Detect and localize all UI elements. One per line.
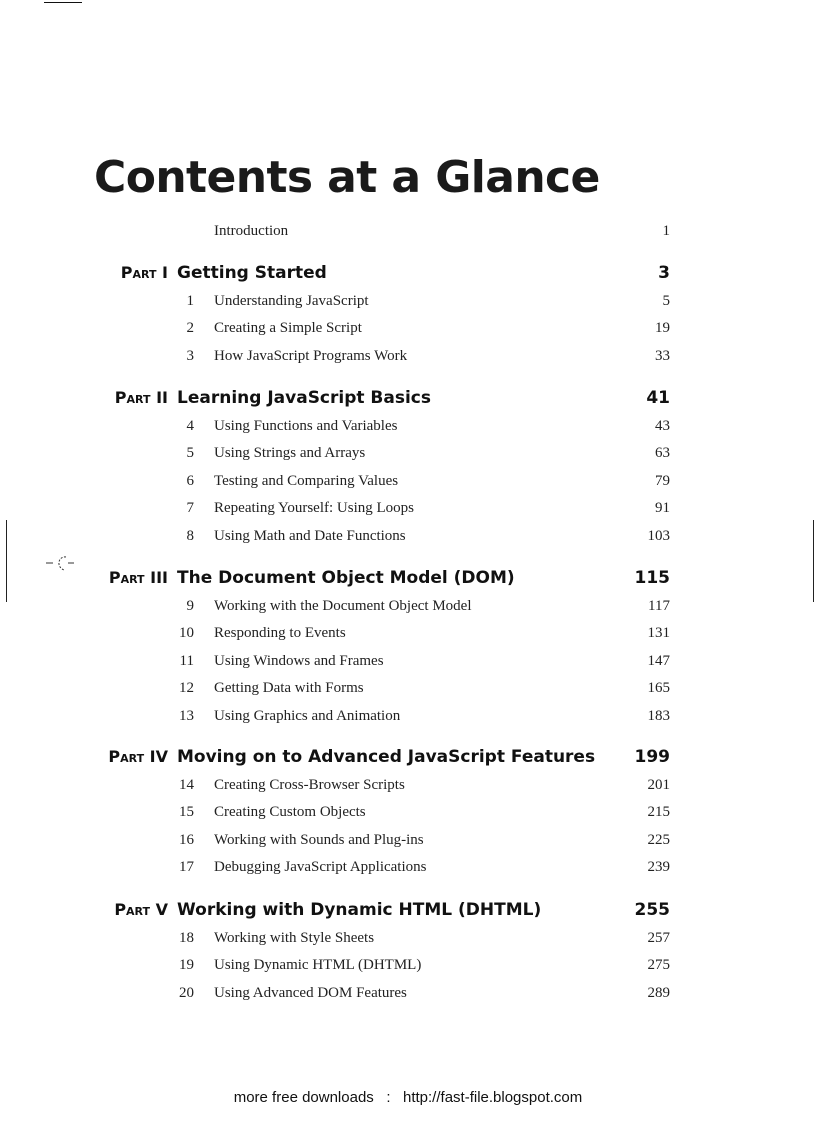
part-label: Part V [114, 900, 168, 919]
page-number: 131 [647, 625, 670, 641]
chapter-number: 5 [186, 445, 194, 461]
toc-entry-chapter[interactable] [0, 346, 816, 366]
page-title: Contents at a Glance [94, 152, 600, 203]
toc-entry-chapter[interactable] [0, 318, 816, 338]
chapter-title: Creating Cross-Browser Scripts [214, 777, 405, 793]
page-number: 91 [655, 500, 670, 516]
part-heading[interactable] [0, 566, 816, 590]
part-label: Part II [114, 388, 168, 407]
page-number: 115 [634, 568, 670, 588]
chapter-number: 15 [179, 804, 194, 820]
chapter-title: Repeating Yourself: Using Loops [214, 500, 414, 516]
chapter-number: 12 [179, 680, 194, 696]
part-heading[interactable] [0, 898, 816, 922]
chapter-number: 3 [186, 348, 194, 364]
chapter-number: 13 [179, 708, 194, 724]
page-number: 33 [655, 348, 670, 364]
chapter-title: Creating Custom Objects [214, 804, 366, 820]
page-number: 103 [647, 528, 670, 544]
chapter-number: 4 [186, 418, 194, 434]
chapter-title: Using Windows and Frames [214, 653, 384, 669]
page-number: 275 [647, 957, 670, 973]
chapter-title: Using Math and Date Functions [214, 528, 406, 544]
toc-entry-chapter[interactable] [0, 651, 816, 671]
chapter-number: 11 [179, 653, 194, 669]
toc-entry-chapter[interactable] [0, 802, 816, 822]
chapter-title: Getting Data with Forms [214, 680, 364, 696]
toc-entry-chapter[interactable] [0, 928, 816, 948]
part-heading[interactable] [0, 261, 816, 285]
footer [0, 1089, 816, 1106]
part-label: Part I [120, 263, 168, 282]
toc-entry-chapter[interactable] [0, 775, 816, 795]
page-number: 1 [662, 223, 670, 239]
chapter-number: 17 [179, 859, 194, 875]
page-number: 183 [647, 708, 670, 724]
chapter-title: Understanding JavaScript [214, 293, 369, 309]
toc-entry-chapter[interactable] [0, 471, 816, 491]
page-number: 239 [647, 859, 670, 875]
chapter-title: Introduction [214, 223, 289, 239]
page-number: 165 [647, 680, 670, 696]
chapter-number: 14 [179, 777, 194, 793]
toc-entry-chapter[interactable] [0, 623, 816, 643]
toc-entry-chapter[interactable] [0, 498, 816, 518]
page-number: 41 [646, 388, 670, 408]
chapter-title: Working with Style Sheets [214, 930, 375, 946]
toc-entry-chapter[interactable] [0, 955, 816, 975]
footer-url[interactable]: http://fast-file.blogspot.com [403, 1089, 583, 1106]
page-number: 255 [634, 900, 670, 920]
chapter-number: 2 [186, 320, 194, 336]
part-heading[interactable] [0, 745, 816, 769]
chapter-title: Working with Sounds and Plug-ins [214, 832, 424, 848]
chapter-number: 7 [186, 500, 194, 516]
chapter-title: Testing and Comparing Values [214, 473, 399, 489]
page-number: 5 [662, 293, 670, 309]
toc-entry-chapter[interactable] [0, 706, 816, 726]
page-number: 19 [655, 320, 670, 336]
part-title: Learning JavaScript Basics [177, 388, 432, 408]
page-number: 3 [658, 263, 670, 283]
chapter-title: Using Functions and Variables [214, 418, 398, 434]
chapter-title: Using Graphics and Animation [214, 708, 401, 724]
part-title: Working with Dynamic HTML (DHTML) [177, 900, 542, 920]
chapter-title: Using Advanced DOM Features [214, 985, 407, 1001]
chapter-number: 18 [179, 930, 194, 946]
part-heading[interactable] [0, 386, 816, 410]
footer-text: more free downloads [233, 1089, 374, 1106]
chapter-number: 19 [179, 957, 194, 973]
part-title: Getting Started [177, 263, 327, 283]
page-number: 63 [655, 445, 670, 461]
page-number: 215 [647, 804, 670, 820]
chapter-number: 9 [186, 598, 194, 614]
chapter-title: Using Dynamic HTML (DHTML) [214, 957, 422, 973]
chapter-number: 10 [179, 625, 194, 641]
chapter-number: 8 [186, 528, 194, 544]
chapter-title: Creating a Simple Script [214, 320, 362, 336]
chapter-title: How JavaScript Programs Work [214, 348, 408, 364]
page-number: 257 [647, 930, 670, 946]
toc-entry-chapter[interactable] [0, 983, 816, 1003]
page-number: 117 [648, 598, 670, 614]
page-number: 43 [655, 418, 670, 434]
toc-entry-chapter[interactable] [0, 526, 816, 546]
chapter-number: 20 [179, 985, 194, 1001]
toc-entry-introduction[interactable] [0, 221, 816, 241]
toc-entry-chapter[interactable] [0, 857, 816, 877]
part-title: The Document Object Model (DOM) [177, 568, 515, 588]
page-number: 225 [647, 832, 670, 848]
toc-entry-chapter[interactable] [0, 830, 816, 850]
toc-entry-chapter[interactable] [0, 291, 816, 311]
page-number: 289 [647, 985, 670, 1001]
part-label: Part III [108, 568, 168, 587]
chapter-title: Responding to Events [214, 625, 346, 641]
chapter-title: Using Strings and Arrays [214, 445, 366, 461]
toc-entry-chapter[interactable] [0, 678, 816, 698]
page-number: 147 [647, 653, 670, 669]
part-title: Moving on to Advanced JavaScript Features [177, 747, 596, 767]
chapter-number: 1 [186, 293, 194, 309]
chapter-title: Debugging JavaScript Applications [214, 859, 427, 875]
page-number: 199 [634, 747, 670, 767]
chapter-number: 16 [179, 832, 194, 848]
page-number: 79 [655, 473, 670, 489]
toc-entry-chapter[interactable] [0, 416, 816, 436]
chapter-number: 6 [186, 473, 194, 489]
toc-entry-chapter[interactable] [0, 596, 816, 616]
footer-separator: : [386, 1089, 391, 1106]
chapter-title: Working with the Document Object Model [214, 598, 472, 614]
toc-entry-chapter[interactable] [0, 443, 816, 463]
part-label: Part IV [108, 747, 168, 766]
page-number: 201 [647, 777, 670, 793]
